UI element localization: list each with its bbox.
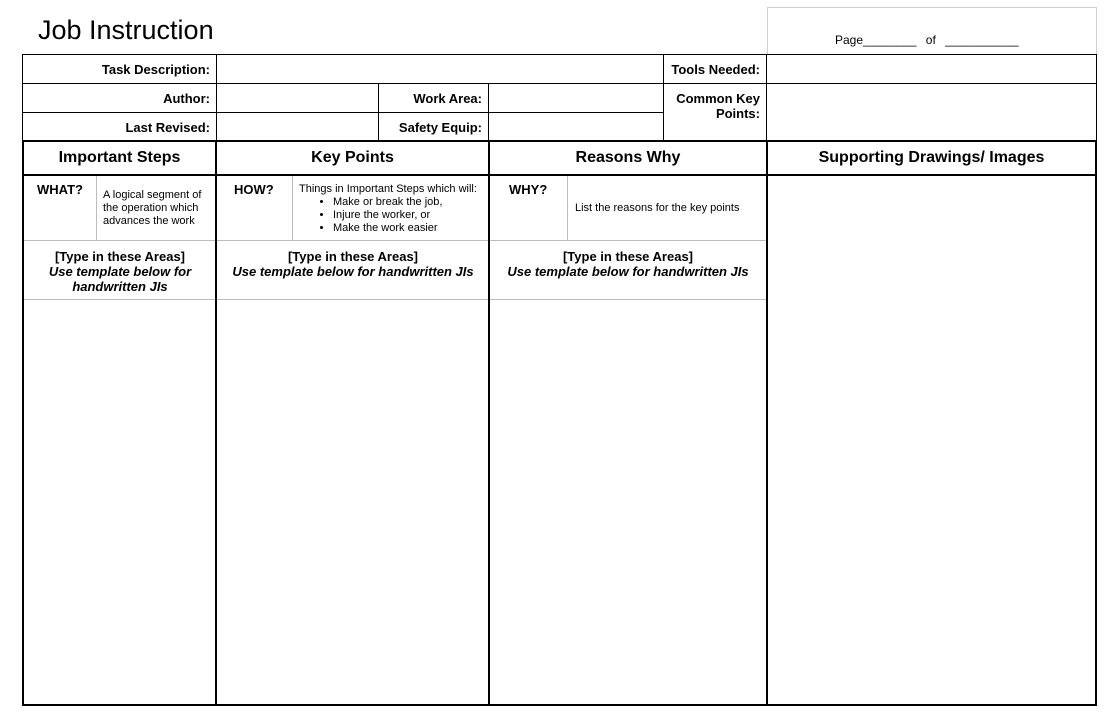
how-bullet: • Make the work easier — [333, 222, 487, 235]
reasons-why-entry-area[interactable] — [490, 301, 766, 704]
why-divider — [567, 176, 568, 240]
column-reasons-why: Reasons Why — [575, 149, 681, 166]
col-rule-right — [1095, 142, 1097, 706]
safety-equip-field[interactable] — [490, 114, 662, 139]
page-number-field[interactable] — [835, 33, 1019, 47]
work-area-field[interactable] — [490, 85, 662, 111]
instruction-rule — [22, 299, 767, 300]
page-label: Page________ — [835, 33, 917, 47]
template-note: Use template below for handwritten JIs — [232, 264, 474, 279]
template-note: Use template below for handwritten JIs — [507, 264, 749, 279]
type-areas-note: [Type in these Areas] — [287, 249, 419, 264]
column-key-points: Key Points — [311, 149, 394, 166]
header-vrule-right — [1096, 54, 1097, 142]
last-revised-label: Last Revised: — [125, 120, 210, 135]
header-vrule-c — [488, 83, 489, 142]
page-number-box — [767, 7, 1097, 55]
task-description-field[interactable] — [218, 56, 662, 82]
header-rule-3 — [22, 140, 1097, 142]
header-vrule-a — [216, 54, 217, 142]
how-bullet-list — [299, 196, 487, 235]
instruction-key-points — [219, 249, 487, 279]
how-label: HOW? — [234, 182, 274, 197]
instruction-reasons-why — [492, 249, 764, 279]
tools-needed-label: Tools Needed: — [671, 62, 760, 77]
instruction-important-steps — [26, 249, 214, 294]
important-steps-entry-area[interactable] — [24, 301, 215, 704]
of-label: of — [925, 33, 936, 47]
how-divider — [292, 176, 293, 240]
header-rule-1 — [22, 83, 1097, 84]
header-vrule-left — [22, 54, 23, 142]
guide-rule — [22, 240, 767, 241]
safety-equip-label: Safety Equip: — [398, 120, 482, 135]
type-areas-note: [Type in these Areas] — [562, 249, 694, 264]
column-important-steps: Important Steps — [58, 149, 181, 166]
column-supporting-drawings: Supporting Drawings/ Images — [818, 149, 1045, 166]
common-key-points-label: Common Key Points: — [676, 91, 760, 121]
how-description — [299, 183, 487, 235]
header-vrule-e — [766, 54, 767, 142]
how-bullet: • Make or break the job, — [333, 196, 487, 209]
header-rule-2 — [22, 112, 664, 113]
supporting-drawings-area[interactable] — [768, 176, 1095, 704]
key-points-entry-area[interactable] — [217, 301, 488, 704]
page-title: Job Instruction — [38, 15, 214, 45]
why-label: WHY? — [509, 182, 548, 197]
header-vrule-d — [663, 54, 664, 142]
what-description: A logical segment of the operation which advances the work — [103, 189, 202, 227]
why-description: List the reasons for the key points — [575, 202, 740, 214]
table-bottom-rule — [22, 704, 1097, 706]
common-key-points-field[interactable] — [768, 85, 1095, 139]
last-revised-field[interactable] — [218, 114, 377, 139]
what-divider — [96, 176, 97, 240]
type-areas-note: [Type in these Areas] — [54, 249, 186, 264]
what-label: WHAT? — [37, 182, 83, 197]
work-area-label: Work Area: — [413, 91, 482, 106]
author-label: Author: — [163, 91, 210, 106]
author-field[interactable] — [218, 85, 377, 111]
how-bullet: • Injure the worker, or — [333, 209, 487, 222]
how-intro: Things in Important Steps which will: — [299, 183, 477, 195]
page-total-blank: ___________ — [945, 33, 1019, 47]
header-rule-top — [22, 54, 1097, 55]
task-description-label: Task Description: — [101, 62, 210, 77]
header-vrule-b — [378, 83, 379, 142]
template-note: Use template below for handwritten JIs — [48, 264, 192, 294]
tools-needed-field[interactable] — [768, 56, 1095, 82]
